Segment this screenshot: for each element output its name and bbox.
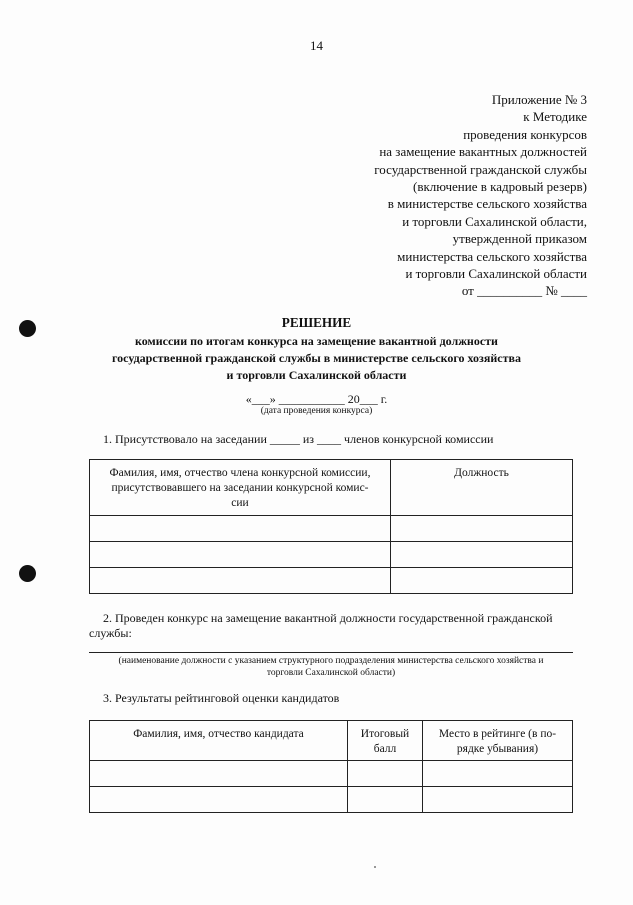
candidate-name-header: Фамилия, имя, отчество кандидата — [90, 721, 348, 761]
table-header-row — [90, 460, 573, 516]
table-row — [90, 542, 573, 568]
punch-hole — [19, 565, 36, 582]
appendix-line: проведения конкурсов — [463, 126, 587, 142]
position-fill-line — [89, 652, 573, 653]
date-caption: (дата проведения конкурса) — [260, 406, 373, 416]
table-row — [90, 568, 573, 594]
date-line: «___» ___________ 20___ г. — [245, 392, 388, 406]
subtitle-line: государственной гражданской службы в министерстве сельского хозяйства — [112, 351, 521, 365]
section3-text: 3. Результаты рейтинговой оценки кандидатов — [103, 691, 340, 705]
appendix-line: министерства сельского хозяйства — [397, 248, 587, 264]
section2-line2: службы: — [89, 626, 132, 640]
appendix-line: Приложение № 3 — [491, 92, 587, 107]
page-number: 14 — [310, 38, 323, 53]
appendix-line: и торговли Сахалинской области, — [402, 213, 587, 229]
appendix-line: на замещение вакантных должностей — [379, 144, 587, 160]
table-row — [90, 516, 573, 542]
section1-text: 1. Присутствовало на заседании _____ из ____ членов конкурсной комиссии — [103, 432, 494, 446]
appendix-line: к Методике — [523, 109, 587, 125]
appendix-line: (включение в кадровый резерв) — [412, 179, 587, 195]
position-caption: (наименование должности с указанием структурного подразделения министерства сельского хозяйства и торговли Сахалинской области) — [118, 656, 544, 678]
score-header: Итоговый балл — [348, 721, 423, 761]
scan-speck — [374, 866, 376, 868]
appendix-line: государственной гражданской службы — [374, 161, 587, 177]
table-header-row — [90, 721, 573, 761]
appendix-line: и торговли Сахалинской области — [405, 266, 587, 282]
table-row — [90, 761, 573, 787]
section2-line1: 2. Проведен конкурс на замещение вакантной должности государственной гражданской — [103, 611, 553, 625]
subtitle-line: комиссии по итогам конкурса на замещение вакантной должности — [135, 334, 498, 348]
appendix-line: утвержденной приказом — [452, 231, 587, 247]
appendix-line: в министерстве сельского хозяйства — [387, 196, 587, 212]
members-name-header: Фамилия, имя, отчество члена конкурсной комиссии, присутствовавшего на заседании конкурсной комис- сии — [90, 460, 391, 516]
rank-header: Место в рейтинге (в по- рядке убывания) — [423, 721, 573, 761]
table-row — [90, 787, 573, 813]
members-table — [89, 459, 573, 594]
ranking-table — [89, 720, 573, 813]
appendix-line: от __________ № ____ — [461, 283, 587, 299]
appendix-block — [374, 91, 587, 300]
members-position-header: Должность — [391, 460, 573, 516]
document-subtitle — [0, 333, 633, 384]
document-title: РЕШЕНИЕ — [281, 315, 352, 330]
subtitle-line: и торговли Сахалинской области — [226, 368, 407, 382]
